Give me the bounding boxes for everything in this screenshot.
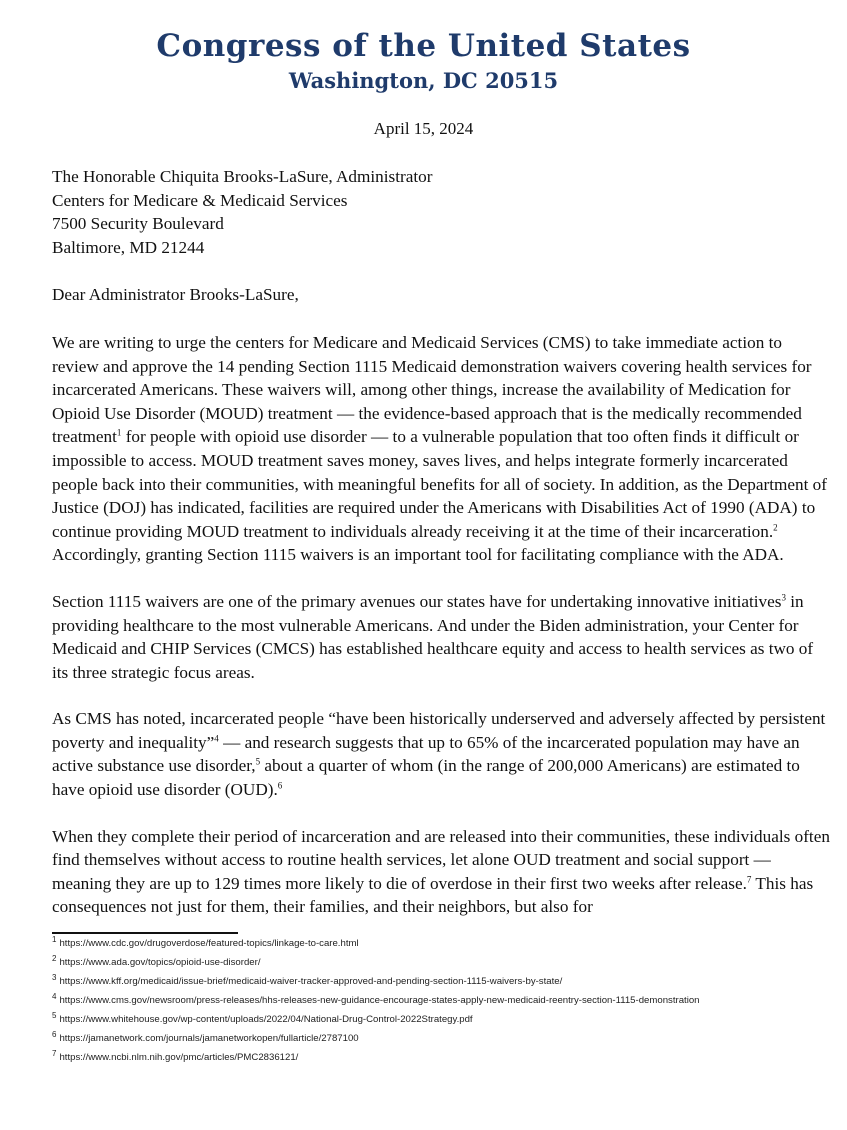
- footnote-number: 7: [52, 1048, 57, 1058]
- paragraph-1-text-c: Accordingly, granting Section 1115 waivers is an important tool for facilitating compliance with the ADA.: [52, 545, 784, 565]
- footnote-number: 4: [52, 991, 57, 1001]
- footnote-ref-7[interactable]: 7: [746, 874, 752, 885]
- footnote-divider: [52, 932, 238, 934]
- paragraph-2-text-a: Section 1115 waivers are one of the primary avenues our states have for undertaking innovative initiatives: [52, 591, 782, 611]
- paragraph-2-text-b: in providing healthcare to the most vulnerable Americans. And under the Biden administration, your Center for Medicaid and CHIP Services (CMCS) has established healthcare equity and access to health services as two of its three strategic focus areas.: [52, 591, 814, 682]
- paragraph-3-text-a: As CMS has noted, incarcerated people “have been historically underserved and adversely affected by persistent poverty and inequality”: [52, 709, 826, 752]
- recipient-line-4: Baltimore, MD 21244: [52, 237, 205, 257]
- paragraph-4-text-b: This has consequences not just for them, their families, and their neighbors, but also for: [52, 873, 814, 917]
- footnote-link[interactable]: https://www.ncbi.nlm.nih.gov/pmc/articles/PMC2836121/: [59, 1052, 299, 1063]
- paragraph-3-text-b: — and research suggests that up to 65% of the incarcerated population may have an active substance use disorder,: [52, 732, 800, 776]
- letter-body: [52, 165, 830, 942]
- footnote-ref-1[interactable]: 1: [116, 427, 122, 438]
- footnote-item: [52, 953, 830, 969]
- footnote-ref-3[interactable]: 3: [781, 592, 786, 603]
- footnote-link[interactable]: https://www.cdc.gov/drugoverdose/featured-topics/linkage-to-care.html: [59, 938, 359, 949]
- footnote-item: [52, 972, 830, 988]
- recipient-line-2: Centers for Medicare & Medicaid Services: [52, 190, 348, 210]
- recipient-line-1: The Honorable Chiquita Brooks-LaSure, Administrator: [52, 167, 433, 186]
- paragraph-3: [52, 707, 830, 801]
- footnote-ref-6[interactable]: 6: [277, 780, 283, 791]
- paragraph-4-text-a: When they complete their period of incarceration and are released into their communities, these individuals often find themselves without access to routine health services, let alone OUD treatment and social support — meaning they are up to 129 times more likely to die of overdose in their first two weeks after release.: [52, 826, 830, 893]
- footnote-number: 2: [52, 953, 57, 963]
- footnote-ref-5[interactable]: 5: [255, 756, 261, 767]
- footnote-link[interactable]: https://jamanetwork.com/journals/jamanetworkopen/fullarticle/2787100: [59, 1033, 359, 1044]
- letterhead-title: Congress of the United States: [156, 28, 691, 64]
- footnote-number: 5: [52, 1010, 57, 1020]
- paragraph-1-text-b: for people with opioid use disorder — to a vulnerable population that too often finds it difficult or impossible to access. MOUD treatment saves money, saves lives, and helps integrate formerly incarcerated people back into their communities, with meaningful benefits for all of society. In addition, as the Department of Justice (DOJ) has indicated, facilities are required under the Americans with Disabilities Act of 1990 (ADA) to continue providing MOUD treatment to individuals already receiving it at the time of their incarceration.: [52, 427, 827, 541]
- footnote-number: 1: [52, 934, 57, 944]
- footnote-number: 3: [52, 972, 57, 982]
- footnote-item: [52, 1010, 830, 1026]
- paragraph-1: [52, 331, 830, 567]
- footnote-item: [52, 934, 830, 950]
- letterhead-subtitle: Washington, DC 20515: [288, 68, 559, 93]
- letter-date: April 15, 2024: [373, 119, 474, 138]
- paragraph-2: [52, 590, 830, 684]
- footnote-item: [52, 991, 830, 1007]
- footnote-ref-4[interactable]: 4: [214, 733, 219, 744]
- footnote-link[interactable]: https://www.cms.gov/newsroom/press-releases/hhs-releases-new-guidance-encourage-states-apply-new-medicaid-reentry-section-1115-demonstration: [59, 995, 700, 1006]
- footnote-link[interactable]: https://www.whitehouse.gov/wp-content/uploads/2022/04/National-Drug-Control-2022Strategy.pdf: [59, 1014, 473, 1025]
- recipient-address: [52, 165, 830, 259]
- footnote-link[interactable]: https://www.kff.org/medicaid/issue-brief/medicaid-waiver-tracker-approved-and-pending-section-1115-waivers-by-state/: [59, 976, 563, 987]
- footnotes: [52, 934, 830, 1071]
- footnote-number: 6: [52, 1029, 57, 1039]
- salutation: Dear Administrator Brooks-LaSure,: [52, 285, 299, 305]
- footnote-ref-2[interactable]: 2: [773, 521, 778, 532]
- paragraph-1-text-a: We are writing to urge the centers for Medicare and Medicaid Services (CMS) to take immediate action to review and approve the 14 pending Section 1115 Medicaid demonstration waivers covering health services for incarcerated Americans. These waivers will, among other things, increase the availability of Medication for Opioid Use Disorder (MOUD) treatment — the evidence-based approach that is the medically recommended treatment: [52, 332, 812, 447]
- recipient-line-3: 7500 Security Boulevard: [52, 214, 224, 234]
- footnote-item: [52, 1029, 830, 1045]
- paragraph-4: [52, 825, 830, 919]
- paragraph-3-text-c: about a quarter of whom (in the range of 200,000 Americans) are estimated to have opioid use disorder (OUD).: [52, 756, 800, 800]
- footnote-link[interactable]: https://www.ada.gov/topics/opioid-use-disorder/: [59, 957, 261, 968]
- footnote-item: [52, 1048, 830, 1064]
